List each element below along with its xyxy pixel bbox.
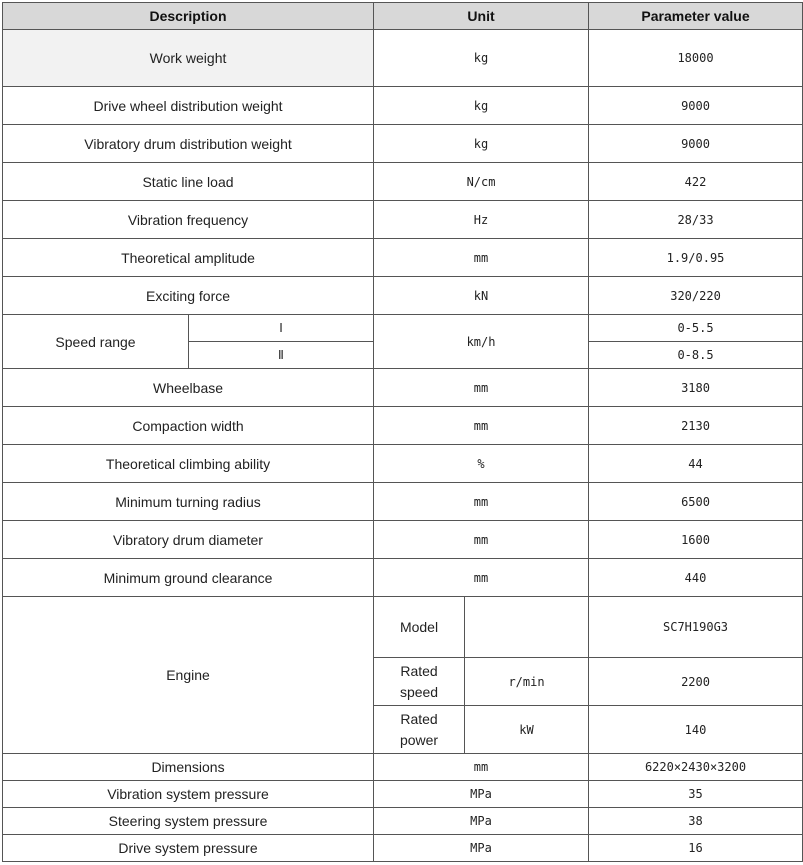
table-row [3,445,803,483]
engine-rated-power-label: Rated power [374,706,465,754]
row-label: Drive system pressure [3,835,374,862]
row-unit: MPa [374,835,589,862]
table-row [3,521,803,559]
speed-gear-2-value: 0-8.5 [589,342,803,369]
row-unit: mm [374,521,589,559]
table-row [3,483,803,521]
row-value: 9000 [589,125,803,163]
row-label: Work weight [3,30,374,87]
engine-model-label: Model [374,597,465,658]
row-value: 16 [589,835,803,862]
speed-range-label: Speed range [3,315,189,369]
row-label: Compaction width [3,407,374,445]
table-row [3,781,803,808]
table-row [3,163,803,201]
header-description: Description [3,3,374,30]
row-unit: Hz [374,201,589,239]
row-label: Vibration system pressure [3,781,374,808]
row-unit: mm [374,369,589,407]
row-unit: N/cm [374,163,589,201]
row-value: 6500 [589,483,803,521]
row-value: 9000 [589,87,803,125]
row-value: 35 [589,781,803,808]
row-unit: kg [374,125,589,163]
table-row [3,369,803,407]
row-unit: MPa [374,781,589,808]
engine-rated-speed-label: Rated speed [374,658,465,706]
row-value: 320/220 [589,277,803,315]
row-value: 1.9/0.95 [589,239,803,277]
engine-model-value: SC7H190G3 [589,597,803,658]
table-row [3,559,803,597]
row-unit: kN [374,277,589,315]
speed-gear-2: Ⅱ [189,342,374,369]
engine-rated-power-value: 140 [589,706,803,754]
table-row [3,87,803,125]
row-label: Minimum ground clearance [3,559,374,597]
row-value: 440 [589,559,803,597]
row-label: Vibration frequency [3,201,374,239]
row-unit: % [374,445,589,483]
row-label: Theoretical climbing ability [3,445,374,483]
table-row [3,808,803,835]
speed-gear-1: Ⅰ [189,315,374,342]
table-row [3,239,803,277]
table-row [3,315,803,342]
engine-label: Engine [3,597,374,754]
row-value: 6220×2430×3200 [589,754,803,781]
table-row [3,754,803,781]
row-label: Vibratory drum diameter [3,521,374,559]
row-value: 44 [589,445,803,483]
engine-rated-speed-value: 2200 [589,658,803,706]
row-unit: mm [374,407,589,445]
row-value: 1600 [589,521,803,559]
row-label: Minimum turning radius [3,483,374,521]
row-label: Dimensions [3,754,374,781]
row-value: 38 [589,808,803,835]
row-label: Drive wheel distribution weight [3,87,374,125]
row-unit: kg [374,30,589,87]
table-row [3,835,803,862]
row-unit: mm [374,483,589,521]
row-label: Wheelbase [3,369,374,407]
row-label: Vibratory drum distribution weight [3,125,374,163]
header-parameter-value: Parameter value [589,3,803,30]
table-row [3,201,803,239]
table-row [3,597,803,658]
engine-model-unit [465,597,589,658]
row-value: 18000 [589,30,803,87]
engine-rated-speed-unit: r/min [465,658,589,706]
engine-rated-power-unit: kW [465,706,589,754]
row-unit: mm [374,239,589,277]
row-label: Exciting force [3,277,374,315]
speed-range-unit: km/h [374,315,589,369]
row-value: 2130 [589,407,803,445]
row-label: Steering system pressure [3,808,374,835]
row-unit: mm [374,754,589,781]
table-row [3,125,803,163]
table-row [3,30,803,87]
row-value: 3180 [589,369,803,407]
row-value: 28/33 [589,201,803,239]
table-row [3,277,803,315]
row-value: 422 [589,163,803,201]
table-row [3,407,803,445]
row-unit: kg [374,87,589,125]
parameter-table [2,2,803,862]
row-unit: MPa [374,808,589,835]
speed-gear-1-value: 0-5.5 [589,315,803,342]
row-label: Theoretical amplitude [3,239,374,277]
row-unit: mm [374,559,589,597]
header-unit: Unit [374,3,589,30]
header-row [3,3,803,30]
row-label: Static line load [3,163,374,201]
